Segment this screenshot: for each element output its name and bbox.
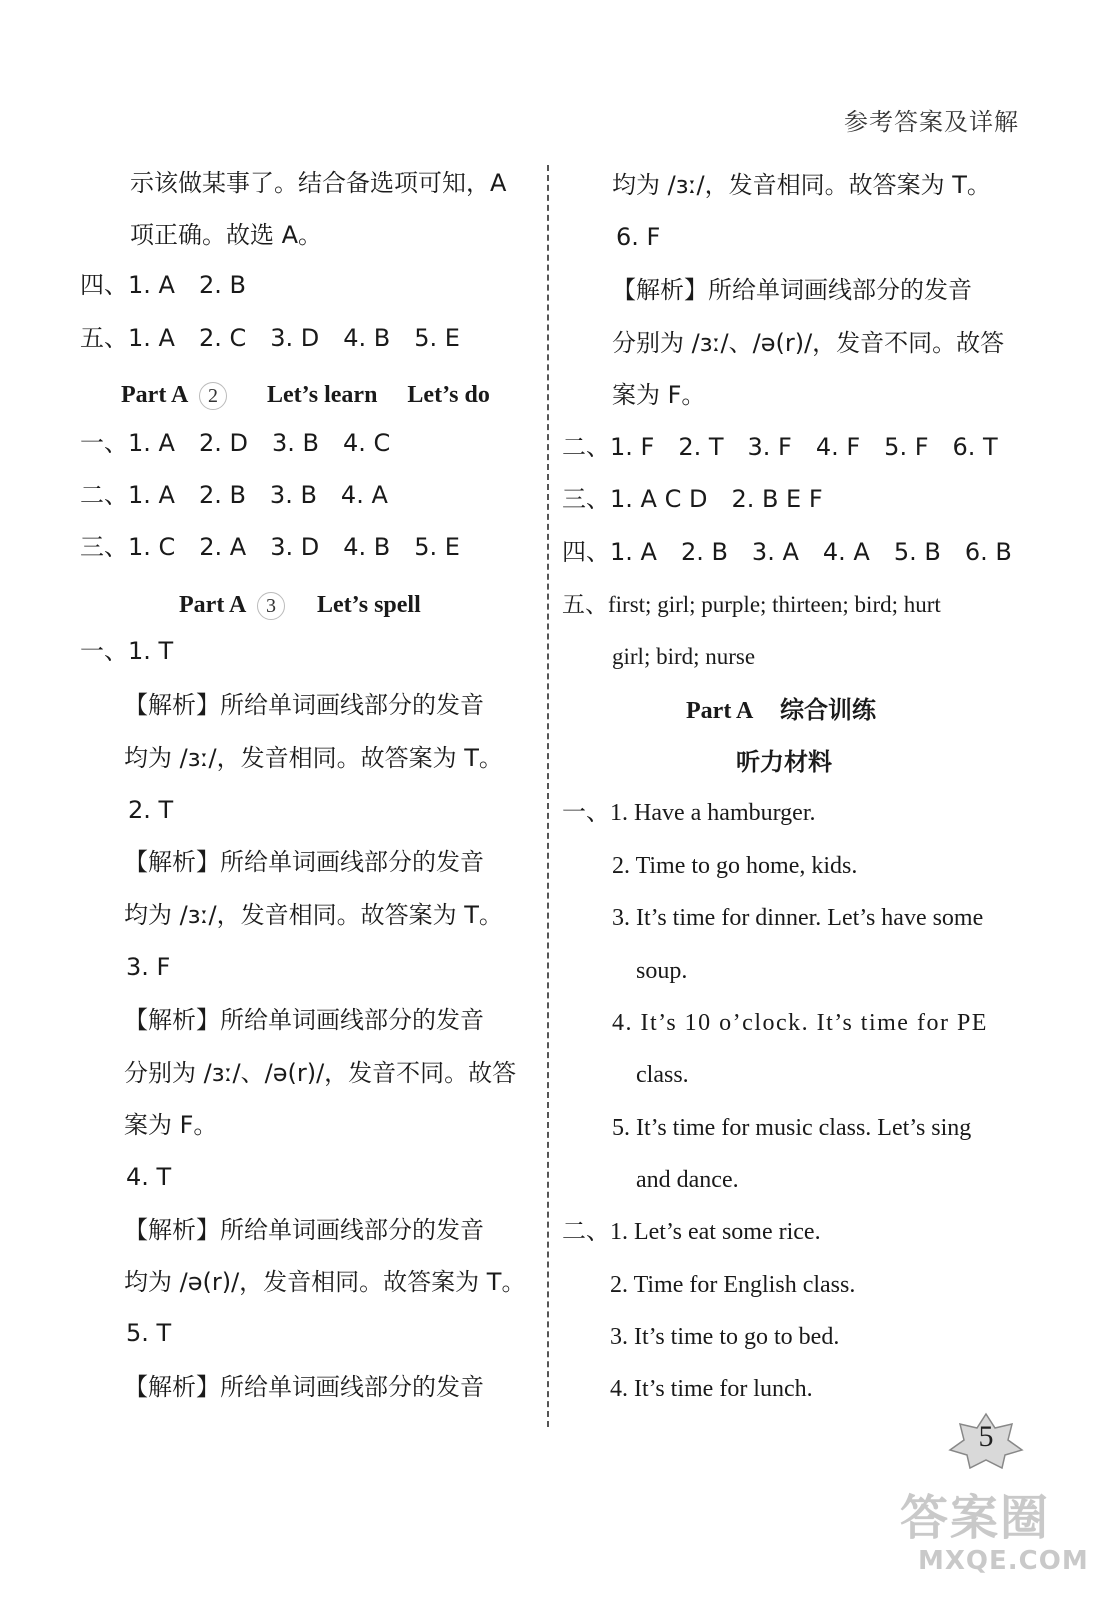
explanation-line: 【解析】所给单词画线部分的发音 xyxy=(612,276,972,304)
listening-line: 3. It’s time for dinner. Let’s have some xyxy=(612,905,984,931)
listening-line: and dance. xyxy=(636,1167,739,1193)
answer-line: 6. F xyxy=(616,223,661,251)
section-heading xyxy=(121,380,490,410)
explanation-line: 【解析】所给单词画线部分的发音 xyxy=(124,1373,484,1401)
page-number-badge xyxy=(946,1410,1026,1470)
section-heading xyxy=(686,695,876,726)
explanation-line: 均为 /ɜː/，发音相同。故答案为 T。 xyxy=(612,171,991,199)
page-number: 5 xyxy=(978,1420,994,1453)
answer-line: 一、1. T xyxy=(80,637,174,665)
heading-title: 综合训练 xyxy=(780,696,876,724)
explanation-line: 均为 /ɜː/，发音相同。故答案为 T。 xyxy=(124,901,503,929)
heading-do: Let’s do xyxy=(407,382,490,408)
lesson-number-badge: 2 xyxy=(199,382,227,410)
explanation-line: 【解析】所给单词画线部分的发音 xyxy=(124,848,484,876)
answer-line: 二、1. A 2. B 3. B 4. A xyxy=(80,481,388,509)
explanation-line: 分别为 /ɜː/、/ə(r)/，发音不同。故答 xyxy=(124,1059,517,1087)
listening-line: class. xyxy=(636,1062,689,1088)
answer-line: 五、first; girl; purple; thirteen; bird; hurt xyxy=(562,592,941,617)
listening-line: 2. Time for English class. xyxy=(610,1272,856,1298)
explanation-line: 均为 /ə(r)/，发音相同。故答案为 T。 xyxy=(124,1268,526,1296)
watermark-url: MXQE.COM xyxy=(918,1546,1089,1576)
listening-line: 4. It’s time for lunch. xyxy=(610,1376,813,1402)
heading-listening: 听力材料 xyxy=(736,748,832,776)
page-header: 参考答案及详解 xyxy=(844,108,1019,136)
answer-line: 4. T xyxy=(126,1163,172,1191)
answer-line: 四、1. A 2. B xyxy=(80,271,246,299)
column-divider xyxy=(547,165,549,1427)
answer-line: 3. F xyxy=(126,953,171,981)
answer-line: 一、1. A 2. D 3. B 4. C xyxy=(80,429,391,457)
listening-line: soup. xyxy=(636,958,688,984)
watermark xyxy=(900,1490,1100,1590)
explanation-line: 【解析】所给单词画线部分的发音 xyxy=(124,1216,484,1244)
heading-learn: Let’s learn xyxy=(267,382,378,408)
answer-line: 四、1. A 2. B 3. A 4. A 5. B 6. B xyxy=(562,538,1012,566)
explanation-line: 均为 /ɜː/，发音相同。故答案为 T。 xyxy=(124,744,503,772)
answer-line: 三、1. C 2. A 3. D 4. B 5. E xyxy=(80,533,460,561)
heading-part: Part A xyxy=(121,382,187,408)
watermark-logo: 答案圈 xyxy=(900,1490,1051,1546)
answer-line: 5. T xyxy=(126,1319,172,1347)
heading-part: Part A xyxy=(686,698,752,724)
explanation-line: 案为 F。 xyxy=(612,381,706,409)
answer-line: 二、1. F 2. T 3. F 4. F 5. F 6. T xyxy=(562,433,998,461)
section-heading xyxy=(179,590,421,620)
text-line: 项正确。故选 A。 xyxy=(130,221,323,249)
listening-line: 5. It’s time for music class. Let’s sing xyxy=(612,1115,972,1141)
lesson-number-badge: 3 xyxy=(257,592,285,620)
subsection-heading xyxy=(736,747,832,778)
listening-line: 一、1. Have a hamburger. xyxy=(562,800,816,826)
heading-part: Part A xyxy=(179,592,245,618)
explanation-line: 【解析】所给单词画线部分的发音 xyxy=(124,691,484,719)
explanation-line: 案为 F。 xyxy=(124,1111,218,1139)
answer-line: 三、1. A C D 2. B E F xyxy=(562,485,823,513)
answer-line: 五、1. A 2. C 3. D 4. B 5. E xyxy=(80,324,460,352)
listening-line: 二、1. Let’s eat some rice. xyxy=(562,1219,821,1245)
listening-line: 2. Time to go home, kids. xyxy=(612,853,858,879)
explanation-line: 【解析】所给单词画线部分的发音 xyxy=(124,1006,484,1034)
listening-line: 3. It’s time to go to bed. xyxy=(610,1324,840,1350)
heading-spell: Let’s spell xyxy=(317,592,421,618)
answer-line: girl; bird; nurse xyxy=(612,644,756,669)
listening-line: 4. It’s 10 o’clock. It’s time for PE xyxy=(612,1010,988,1036)
explanation-line: 分别为 /ɜː/、/ə(r)/，发音不同。故答 xyxy=(612,329,1005,357)
text-line: 示该做某事了。结合备选项可知，A xyxy=(130,169,507,197)
answer-line: 2. T xyxy=(128,796,174,824)
